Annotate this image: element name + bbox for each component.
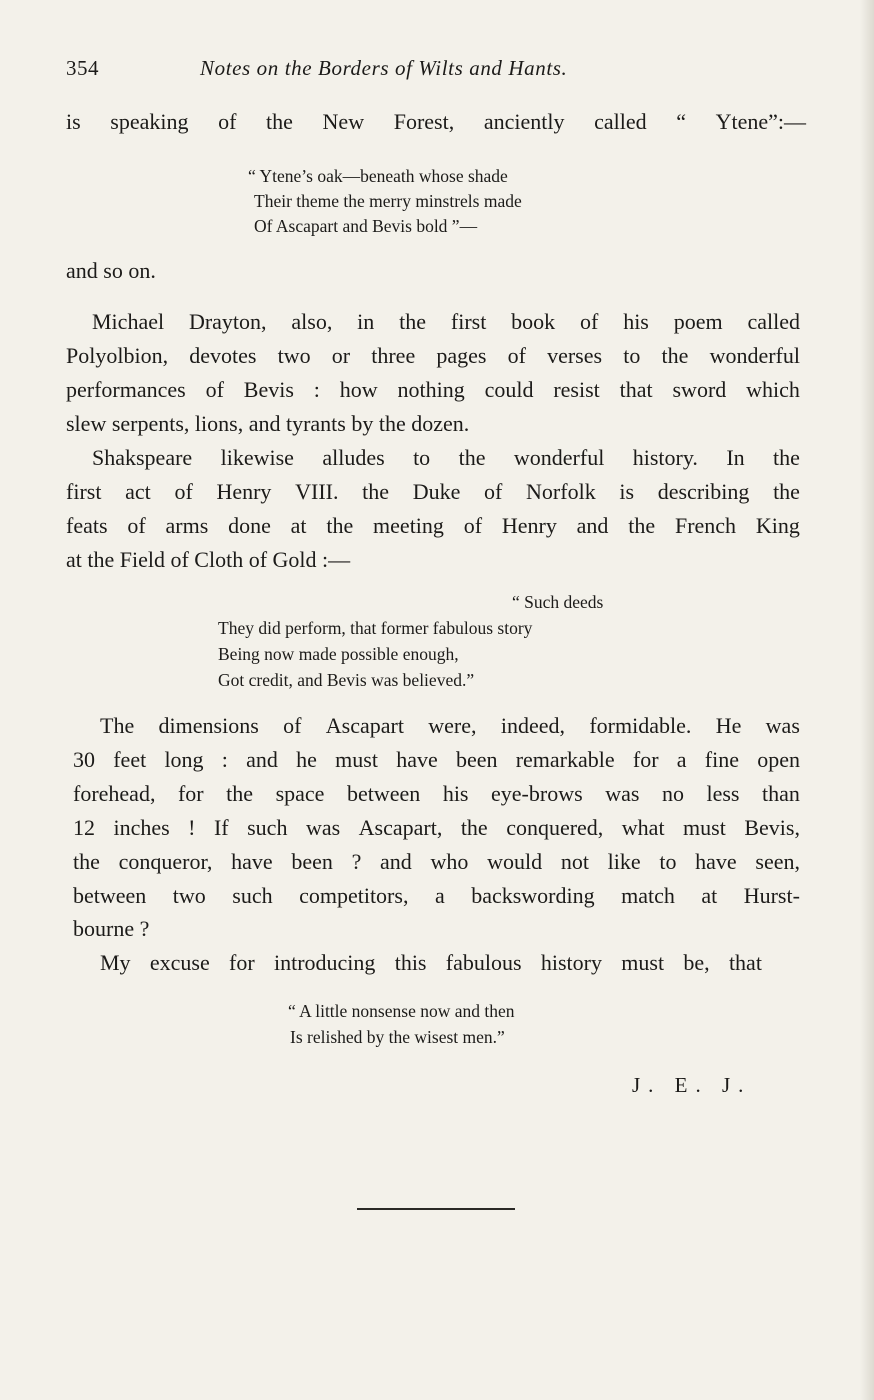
word: introducing	[273, 950, 376, 975]
word: not	[560, 849, 589, 874]
word: two	[277, 343, 311, 368]
word: than	[762, 781, 800, 806]
word: 30	[73, 747, 95, 772]
word: be,	[683, 950, 710, 975]
word: a	[676, 747, 687, 772]
word: is	[66, 109, 81, 134]
text-line: at the Field of Cloth of Gold :—	[66, 547, 351, 572]
text-line	[66, 341, 800, 371]
word: have	[695, 849, 737, 874]
word: verses	[547, 343, 603, 368]
word: of	[127, 513, 146, 538]
word: poem	[673, 309, 723, 334]
word: the	[458, 445, 486, 470]
word: for	[229, 950, 255, 975]
word: of	[484, 479, 503, 504]
word: Henry	[501, 513, 557, 538]
word: for	[177, 781, 204, 806]
word: French	[674, 513, 737, 538]
word: remarkable	[515, 747, 615, 772]
verse-line: Their theme the merry minstrels made	[254, 191, 522, 211]
word: such	[232, 883, 273, 908]
running-header	[66, 56, 826, 86]
word: Henry	[216, 479, 272, 504]
word: Ytene”:—	[715, 109, 806, 134]
word: between	[73, 883, 147, 908]
word: Duke	[412, 479, 461, 504]
word: open	[757, 747, 800, 772]
word: and	[576, 513, 609, 538]
word: three	[371, 343, 416, 368]
word: Michael	[92, 309, 165, 334]
word: the	[326, 513, 354, 538]
word: Polyolbion,	[66, 343, 169, 368]
word: match	[621, 883, 675, 908]
word: VIII.	[295, 479, 339, 504]
word: the	[73, 849, 100, 874]
word: Ascapart,	[358, 815, 443, 840]
word: or	[331, 343, 351, 368]
word: to	[659, 849, 677, 874]
word: first	[66, 479, 102, 504]
word: the	[226, 781, 254, 806]
word: history.	[632, 445, 698, 470]
page-number: 354	[66, 56, 99, 80]
word: the	[399, 309, 427, 334]
word: :	[221, 747, 228, 772]
verse-line: Got credit, and Bevis was believed.”	[218, 670, 475, 690]
word: two	[172, 883, 206, 908]
word: My	[100, 950, 131, 975]
word: The	[100, 713, 135, 738]
word: his	[442, 781, 469, 806]
word: history	[540, 950, 602, 975]
verse-line: Being now made possible enough,	[218, 644, 459, 664]
word: likewise	[220, 445, 294, 470]
word: wonderful	[709, 343, 800, 368]
word: “	[676, 109, 686, 134]
text-line	[73, 813, 800, 843]
word: how	[339, 377, 378, 402]
word: have	[231, 849, 273, 874]
word: performances	[66, 377, 186, 402]
word: who	[430, 849, 469, 874]
word: King	[755, 513, 800, 538]
verse-line: They did perform, that former fabulous story	[218, 618, 533, 638]
word: and	[380, 849, 412, 874]
word: at	[290, 513, 307, 538]
word: long	[164, 747, 204, 772]
text-line	[92, 443, 800, 473]
word: Bevis,	[744, 815, 800, 840]
word: the	[773, 479, 800, 504]
word: wonderful	[513, 445, 605, 470]
word: to	[623, 343, 641, 368]
word: to	[413, 445, 431, 470]
word: which	[746, 377, 800, 402]
word: like	[607, 849, 641, 874]
word: his	[623, 309, 649, 334]
text-line	[66, 107, 806, 137]
word: first	[450, 309, 487, 334]
word: excuse	[149, 950, 210, 975]
word: backswording	[471, 883, 595, 908]
word: been	[455, 747, 498, 772]
text-line	[73, 881, 800, 911]
word: sword	[672, 377, 727, 402]
word: arms	[165, 513, 209, 538]
word: seen,	[755, 849, 800, 874]
word: less	[706, 781, 740, 806]
signature: J. E. J.	[632, 1073, 752, 1097]
word: between	[346, 781, 421, 806]
word: feats	[66, 513, 108, 538]
word: fabulous	[445, 950, 522, 975]
word: feet	[113, 747, 147, 772]
word: devotes	[189, 343, 257, 368]
word: formidable.	[589, 713, 692, 738]
word: for	[632, 747, 659, 772]
word: indeed,	[500, 713, 565, 738]
word: Norfolk	[526, 479, 596, 504]
word: in	[357, 309, 375, 334]
word: that	[728, 950, 762, 975]
word: what	[621, 815, 665, 840]
word: the	[661, 343, 689, 368]
verse-line: Is relished by the wisest men.”	[290, 1027, 505, 1047]
text-line	[100, 711, 800, 741]
word: of	[205, 377, 224, 402]
word: must	[683, 815, 726, 840]
word: was	[305, 815, 341, 840]
page-edge-shadow	[860, 0, 874, 1400]
word: is	[619, 479, 635, 504]
word: eye-brows	[491, 781, 583, 806]
word: anciently	[483, 109, 565, 134]
word: no	[661, 781, 684, 806]
word: If	[213, 815, 229, 840]
word: that	[619, 377, 653, 402]
word: !	[188, 815, 196, 840]
word: pages	[436, 343, 487, 368]
word: of	[218, 109, 237, 134]
end-rule	[357, 1208, 515, 1210]
text-line	[73, 745, 800, 775]
verse-line: “ A little nonsense now and then	[288, 1001, 515, 1021]
word: meeting	[373, 513, 444, 538]
text-line: and so on.	[66, 258, 156, 283]
text-line	[73, 779, 800, 809]
word: inches	[113, 815, 170, 840]
word: the	[266, 109, 293, 134]
word: nothing	[397, 377, 465, 402]
word: done	[228, 513, 271, 538]
word: Shakspeare	[92, 445, 193, 470]
word: book	[511, 309, 556, 334]
word: could	[484, 377, 534, 402]
word: was	[605, 781, 640, 806]
word: called	[594, 109, 647, 134]
word: was	[765, 713, 800, 738]
word: alludes	[322, 445, 385, 470]
text-line	[100, 948, 762, 978]
word: :	[313, 377, 320, 402]
word: of	[580, 309, 599, 334]
word: 12	[73, 815, 95, 840]
word: Hurst-	[743, 883, 800, 908]
text-line	[66, 511, 800, 541]
word: Ascapart	[325, 713, 404, 738]
word: the	[460, 815, 488, 840]
word: Drayton,	[188, 309, 267, 334]
word: conquered,	[506, 815, 604, 840]
word: fine	[704, 747, 739, 772]
word: were,	[428, 713, 477, 738]
word: must	[621, 950, 665, 975]
word: Bevis	[243, 377, 294, 402]
word: this	[394, 950, 427, 975]
word: of	[283, 713, 302, 738]
word: act	[125, 479, 151, 504]
word: he	[296, 747, 317, 772]
running-title: Notes on the Borders of Wilts and Hants.	[200, 56, 568, 80]
word: would	[487, 849, 543, 874]
word: resist	[553, 377, 600, 402]
word: space	[275, 781, 325, 806]
word: of	[507, 343, 526, 368]
word: Forest,	[393, 109, 455, 134]
word: of	[174, 479, 193, 504]
word: conqueror,	[118, 849, 213, 874]
text-line	[92, 307, 800, 337]
word: New	[322, 109, 365, 134]
word: describing	[657, 479, 750, 504]
word: such	[247, 815, 288, 840]
word: In	[726, 445, 745, 470]
word: the	[628, 513, 656, 538]
word: also,	[291, 309, 333, 334]
word: the	[773, 445, 800, 470]
word: speaking	[110, 109, 189, 134]
word: a	[434, 883, 445, 908]
word: been	[291, 849, 333, 874]
verse-line: “ Ytene’s oak—beneath whose shade	[248, 166, 508, 186]
word: called	[747, 309, 800, 334]
word: dimensions	[158, 713, 259, 738]
word: ?	[351, 849, 362, 874]
word: and	[246, 747, 278, 772]
text-line: slew serpents, lions, and tyrants by the dozen.	[66, 411, 470, 436]
text-line	[73, 847, 800, 877]
word: forehead,	[73, 781, 156, 806]
verse-line: “ Such deeds	[512, 592, 604, 612]
word: He	[715, 713, 742, 738]
word: of	[463, 513, 483, 538]
text-line	[66, 375, 800, 405]
word: at	[701, 883, 718, 908]
word: must	[335, 747, 378, 772]
text-line: bourne ?	[73, 916, 150, 941]
word: the	[362, 479, 390, 504]
word: have	[396, 747, 438, 772]
verse-line: Of Ascapart and Bevis bold ”—	[254, 216, 478, 236]
text-line	[66, 477, 800, 507]
word: competitors,	[299, 883, 409, 908]
